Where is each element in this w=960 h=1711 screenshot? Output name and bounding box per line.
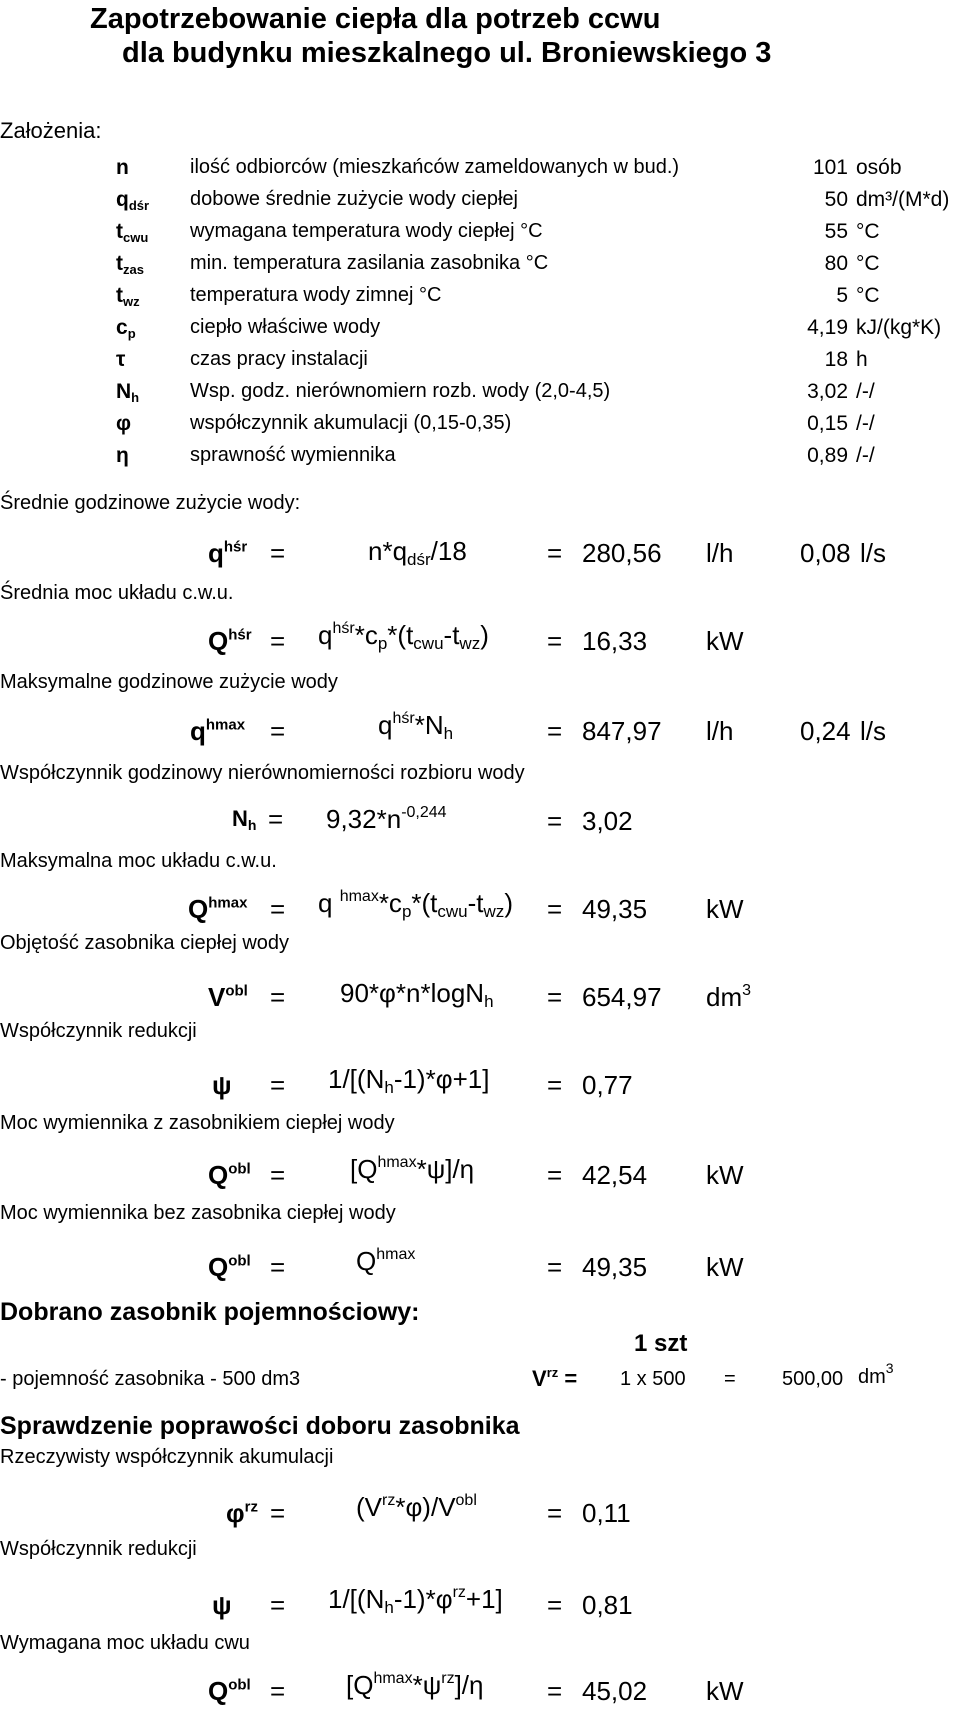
formula-Qobl1: $[Q^{hmax}*\psi]/\eta$ [350, 1153, 475, 1184]
param-symbol-main: τ [116, 348, 126, 371]
result-unit: kW [706, 894, 744, 924]
equals-sign: = [270, 1252, 286, 1282]
result-value: 654,97 [582, 982, 662, 1012]
formula-phirz: $(V^{rz}*\varphi)/V^{obl}$ [356, 1491, 477, 1522]
result-value2: 0,08 [800, 538, 851, 568]
param-symbol [116, 284, 140, 308]
selection-heading: Dobrano zasobnik pojemnościowy: [0, 1298, 420, 1326]
param-value: 3,02 [807, 380, 848, 403]
symbol-Q-obl: $Q^{obl}$ [208, 1676, 251, 1706]
section-label: Średnia moc układu c.w.u. [0, 582, 234, 604]
symbol-V-obl: $V^{obl}$ [208, 982, 248, 1012]
param-unit: /-/ [856, 380, 875, 403]
result-unit2: l/s [860, 716, 886, 746]
equals-sign: = [270, 1498, 286, 1528]
param-description: ciepło właściwe wody [190, 316, 381, 338]
param-symbol-main: t [116, 284, 123, 307]
param-value: 5 [836, 284, 848, 307]
equals-sign: = [547, 1590, 563, 1620]
equals-sign: = [270, 1590, 286, 1620]
param-symbol-sub: h [131, 389, 140, 405]
equals-sign: = [547, 538, 563, 568]
equals-sign: = [724, 1368, 736, 1390]
equals-sign: = [270, 982, 286, 1012]
selection-quantity: 1 szt [634, 1330, 688, 1357]
param-symbol [116, 156, 129, 180]
formula-Vobl: 90*φ*n*logN$_h$ [340, 978, 494, 1012]
formula-qhsr: $n*q_{dśr}/18$ [368, 536, 467, 570]
param-symbol [116, 220, 148, 244]
formula-qhmax: $q^{hśr}*N_h$ [378, 709, 454, 744]
param-value: 4,19 [807, 316, 848, 339]
equals-sign: = [270, 894, 286, 924]
param-symbol-main: φ [116, 412, 132, 435]
result-value: 3,02 [582, 806, 633, 836]
page-title-line2: dla budynku mieszkalnego ul. Broniewskiego 3 [122, 37, 772, 69]
equals-sign: = [270, 716, 286, 746]
result-value: 42,54 [582, 1160, 648, 1190]
param-description: temperatura wody zimnej °C [190, 284, 442, 306]
param-description: czas pracy instalacji [190, 348, 368, 370]
symbol-q-hmax: $q^{hmax}$ [190, 716, 246, 746]
param-unit: osób [856, 156, 902, 179]
result-unit2: l/s [860, 538, 886, 568]
param-value: 0,89 [807, 444, 848, 467]
param-symbol-main: n [116, 156, 129, 179]
param-description: Wsp. godz. nierównomiern rozb. wody (2,0-4,5) [190, 380, 611, 402]
param-description: ilość odbiorców (mieszkańców zameldowanych w bud.) [190, 156, 680, 178]
check-heading: Sprawdzenie poprawości doboru zasobnika [0, 1412, 520, 1440]
equals-sign: = [270, 626, 286, 656]
equals-sign: = [270, 1070, 286, 1100]
formula-Qobl2: $Q^{hmax}$ [356, 1245, 416, 1276]
param-description: współczynnik akumulacji (0,15-0,35) [190, 412, 512, 434]
param-symbol [116, 188, 149, 212]
symbol-psi: ψ [212, 1590, 232, 1620]
param-symbol-main: N [116, 380, 132, 403]
section-label: Rzeczywisty współczynnik akumulacji [0, 1446, 334, 1468]
result-value: 45,02 [582, 1676, 648, 1706]
formula-psi: $1/[(N_h-1)*\varphi+1]$ [328, 1064, 490, 1098]
param-unit: °C [856, 220, 880, 243]
result-value2: 0,24 [800, 716, 851, 746]
result-value: 847,97 [582, 716, 662, 746]
param-symbol [116, 380, 139, 404]
param-value: 18 [824, 348, 848, 371]
equals-sign: = [547, 982, 563, 1012]
result-value: 16,33 [582, 626, 648, 656]
param-description: wymagana temperatura wody ciepłej °C [190, 220, 543, 242]
param-symbol [116, 412, 131, 436]
result-unit: kW [706, 1252, 744, 1282]
symbol-phi-rz: $\varphi^{rz}$ [226, 1498, 258, 1528]
param-description: sprawność wymiennika [190, 444, 396, 466]
param-unit: /-/ [856, 412, 875, 435]
param-value: 101 [812, 156, 848, 179]
param-unit: kJ/(kg*K) [856, 316, 942, 339]
param-unit: °C [856, 252, 880, 275]
symbol-V-rz: $V^{rz}$ = [532, 1364, 578, 1391]
equals-sign: = [270, 1160, 286, 1190]
param-symbol-main: t [116, 252, 123, 275]
result-unit: $dm^3$ [706, 981, 752, 1012]
param-symbol-sub: cwu [123, 229, 149, 245]
param-symbol [116, 444, 129, 468]
result-value: 49,35 [582, 1252, 648, 1282]
result-value: 49,35 [582, 894, 648, 924]
formula-Nh: $9,32*n^{-0,244}$ [326, 803, 447, 834]
section-label: Średnie godzinowe zużycie wody: [0, 492, 301, 514]
selection-unit: $dm^3$ [858, 1360, 894, 1388]
equals-sign: = [547, 806, 563, 836]
param-symbol-sub: zas [123, 261, 144, 277]
param-description: dobowe średnie zużycie wody ciepłej [190, 188, 518, 210]
equals-sign: = [547, 1160, 563, 1190]
result-value: 0,77 [582, 1070, 633, 1100]
section-label: Maksymalne godzinowe zużycie wody [0, 671, 338, 693]
param-symbol-sub: p [127, 325, 136, 341]
section-label: Współczynnik godzinowy nierównomierności rozbioru wody [0, 762, 525, 784]
equals-sign: = [547, 1676, 563, 1706]
selection-formula: 1 x 500 [620, 1368, 686, 1390]
param-symbol-main: q [116, 188, 129, 211]
section-label: Maksymalna moc układu c.w.u. [0, 850, 277, 872]
selection-item: - pojemność zasobnika - 500 dm3 [0, 1368, 301, 1390]
param-value: 0,15 [807, 412, 848, 435]
page-title-line1: Zapotrzebowanie ciepła dla potrzeb ccwu [90, 3, 661, 35]
symbol-psi: ψ [212, 1070, 232, 1100]
equals-sign: = [547, 1252, 563, 1282]
section-label: Współczynnik redukcji [0, 1020, 197, 1042]
equals-sign: = [547, 1070, 563, 1100]
result-unit: l/h [706, 538, 734, 568]
param-symbol [116, 316, 136, 340]
assumptions-label: Założenia: [0, 118, 102, 143]
formula-Qhmax: q $^{hmax}*c_p*(t_{cwu}-t_{wz})$ [318, 887, 513, 922]
section-label: Moc wymiennika z zasobnikiem ciepłej wody [0, 1112, 395, 1134]
selection-value: 500,00 [782, 1368, 844, 1390]
result-value: 0,11 [582, 1498, 631, 1528]
param-unit: /-/ [856, 444, 875, 467]
section-label: Moc wymiennika bez zasobnika ciepłej wody [0, 1202, 396, 1224]
param-symbol-main: η [116, 444, 129, 467]
result-value: 0,81 [582, 1590, 633, 1620]
param-unit: °C [856, 284, 880, 307]
param-symbol-main: c [116, 316, 128, 339]
param-unit: h [856, 348, 868, 371]
result-unit: l/h [706, 716, 734, 746]
equals-sign: = [547, 626, 563, 656]
symbol-Q-obl: $Q^{obl}$ [208, 1160, 251, 1190]
result-unit-text: dm [706, 982, 743, 1012]
equals-sign: = [270, 538, 286, 568]
equals-sign: = [547, 894, 563, 924]
symbol-Q-obl: $Q^{obl}$ [208, 1252, 251, 1282]
result-value: 280,56 [582, 538, 662, 568]
param-value: 80 [824, 252, 848, 275]
equals-sign: = [547, 716, 563, 746]
param-symbol-sub: dśr [128, 197, 150, 213]
section-label: Współczynnik redukcji [0, 1538, 197, 1560]
param-symbol-main: t [116, 220, 123, 243]
section-label: Wymagana moc układu cwu [0, 1632, 250, 1654]
param-description: min. temperatura zasilania zasobnika °C [190, 252, 549, 274]
formula-Qhsr: $q^{hśr}*c_p*(t_{cwu}-t_{wz})$ [318, 619, 489, 654]
symbol-Nh: $N_h$ [232, 806, 257, 834]
param-value: 50 [824, 188, 848, 211]
param-symbol-sub: wz [123, 293, 140, 309]
selection-unit-text: dm [858, 1366, 886, 1388]
result-unit: kW [706, 1160, 744, 1190]
equals-sign: = [547, 1498, 563, 1528]
result-unit: kW [706, 626, 744, 656]
param-symbol [116, 348, 125, 372]
param-unit: dm³/(M*d) [856, 188, 950, 211]
equals-sign: = [270, 1676, 286, 1706]
param-value: 55 [824, 220, 848, 243]
symbol-q-hsr: $q^{hśr}$ [208, 538, 248, 568]
param-symbol [116, 252, 144, 276]
section-label: Objętość zasobnika ciepłej wody [0, 932, 290, 954]
symbol-Q-hmax: $Q^{hmax}$ [188, 894, 248, 924]
equals-sign: = [268, 804, 284, 834]
formula-psi2: $1/[(N_h-1)*\varphi^{rz}+1]$ [328, 1583, 503, 1618]
symbol-Q-hsr: $Q^{hśr}$ [208, 626, 252, 656]
formula-Qobl3: $[Q^{hmax}*\psi^{rz}]/\eta$ [346, 1669, 484, 1700]
result-unit: kW [706, 1676, 744, 1706]
